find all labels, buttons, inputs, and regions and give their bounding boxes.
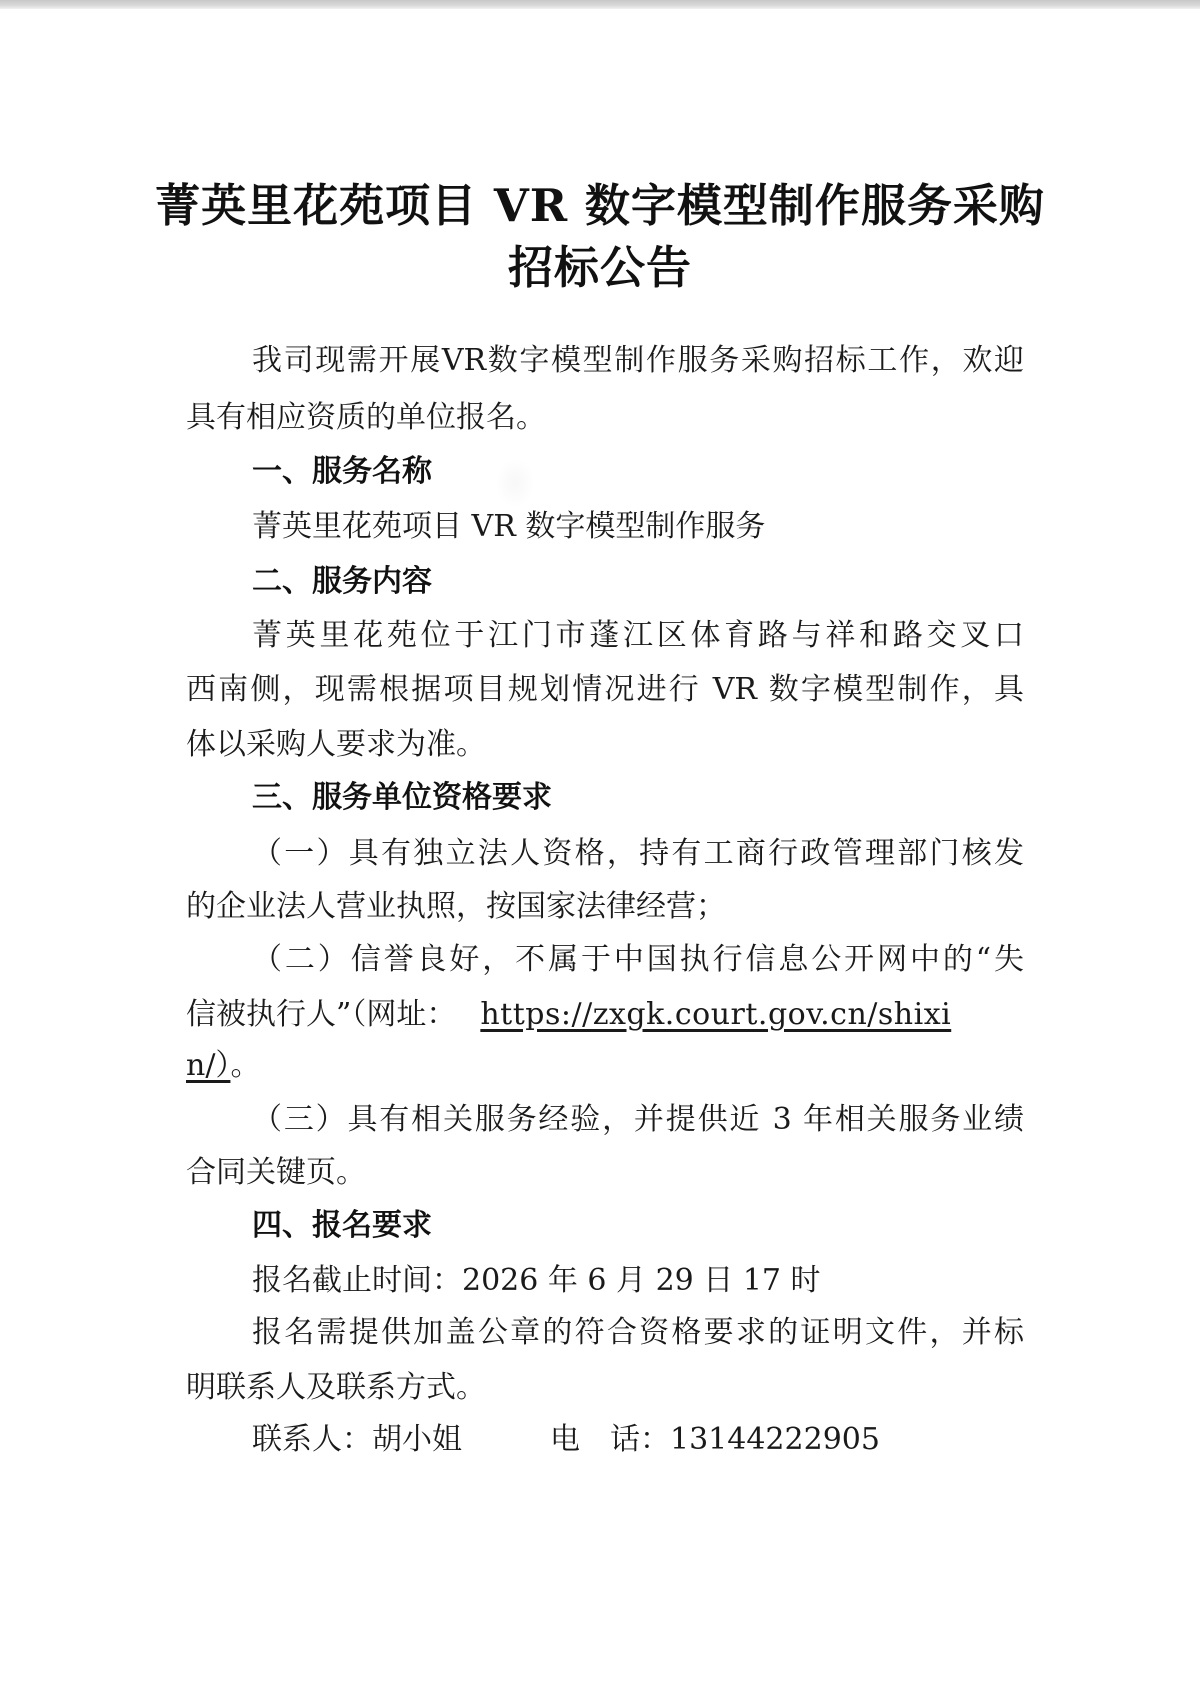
contact-phone: 电 话：13144222905 [550,1422,880,1457]
contact-person: 联系人：胡小姐 [252,1422,462,1457]
intro-paragraph-line2: 具有相应资质的单位报名。 [186,400,546,435]
section3-item2-line2 [186,995,1024,1035]
section3-item2-line3 [186,1046,260,1086]
section4-requirement-line1: 报名需提供加盖公章的符合资格要求的证明文件，并标 [252,1315,1024,1350]
section2-line2: 西南侧，现需根据项目规划情况进行 VR 数字模型制作，具 [186,672,1024,707]
section3-heading: 三、服务单位资格要求 [252,780,552,815]
document-title-line1: 菁英里花苑项目 VR 数字模型制作服务采购 [155,179,1045,232]
section1-text: 菁英里花苑项目 VR 数字模型制作服务 [252,509,766,544]
document-title-line2: 招标公告 [507,241,692,294]
section3-item2-line2-prefix: 信被执行人”（网址： [186,997,457,1032]
section4-requirement-line2: 明联系人及联系方式。 [186,1370,486,1405]
section1-heading: 一、服务名称 [252,454,432,489]
section4-heading: 四、报名要求 [252,1208,432,1243]
blacklist-url-link[interactable]: https://zxgk.court.gov.cn/shixi [480,997,952,1032]
section3-item2-line1: （二）信誉良好，不属于中国执行信息公开网中的“失 [252,942,1024,977]
section3-item1-line2: 的企业法人营业执照，按国家法律经营； [186,889,726,924]
section3-item1-line1: （一）具有独立法人资格，持有工商行政管理部门核发 [252,836,1024,871]
section3-item3-line2: 合同关键页。 [186,1155,366,1190]
intro-paragraph-line1: 我司现需开展VR数字模型制作服务采购招标工作，欢迎 [252,343,1024,378]
section3-item3-line1: （三）具有相关服务经验，并提供近 3 年相关服务业绩 [252,1102,1024,1137]
section2-heading: 二、服务内容 [252,564,432,599]
section2-line1: 菁英里花苑位于江门市蓬江区体育路与祥和路交叉口 [252,618,1024,653]
section2-line3: 体以采购人要求为准。 [186,727,486,762]
section3-item2-line3-suffix: 。 [230,1048,261,1083]
blacklist-url-link-continued[interactable]: n/） [186,1048,231,1083]
registration-deadline: 报名截止时间：2026 年 6 月 29 日 17 时 [252,1263,821,1298]
